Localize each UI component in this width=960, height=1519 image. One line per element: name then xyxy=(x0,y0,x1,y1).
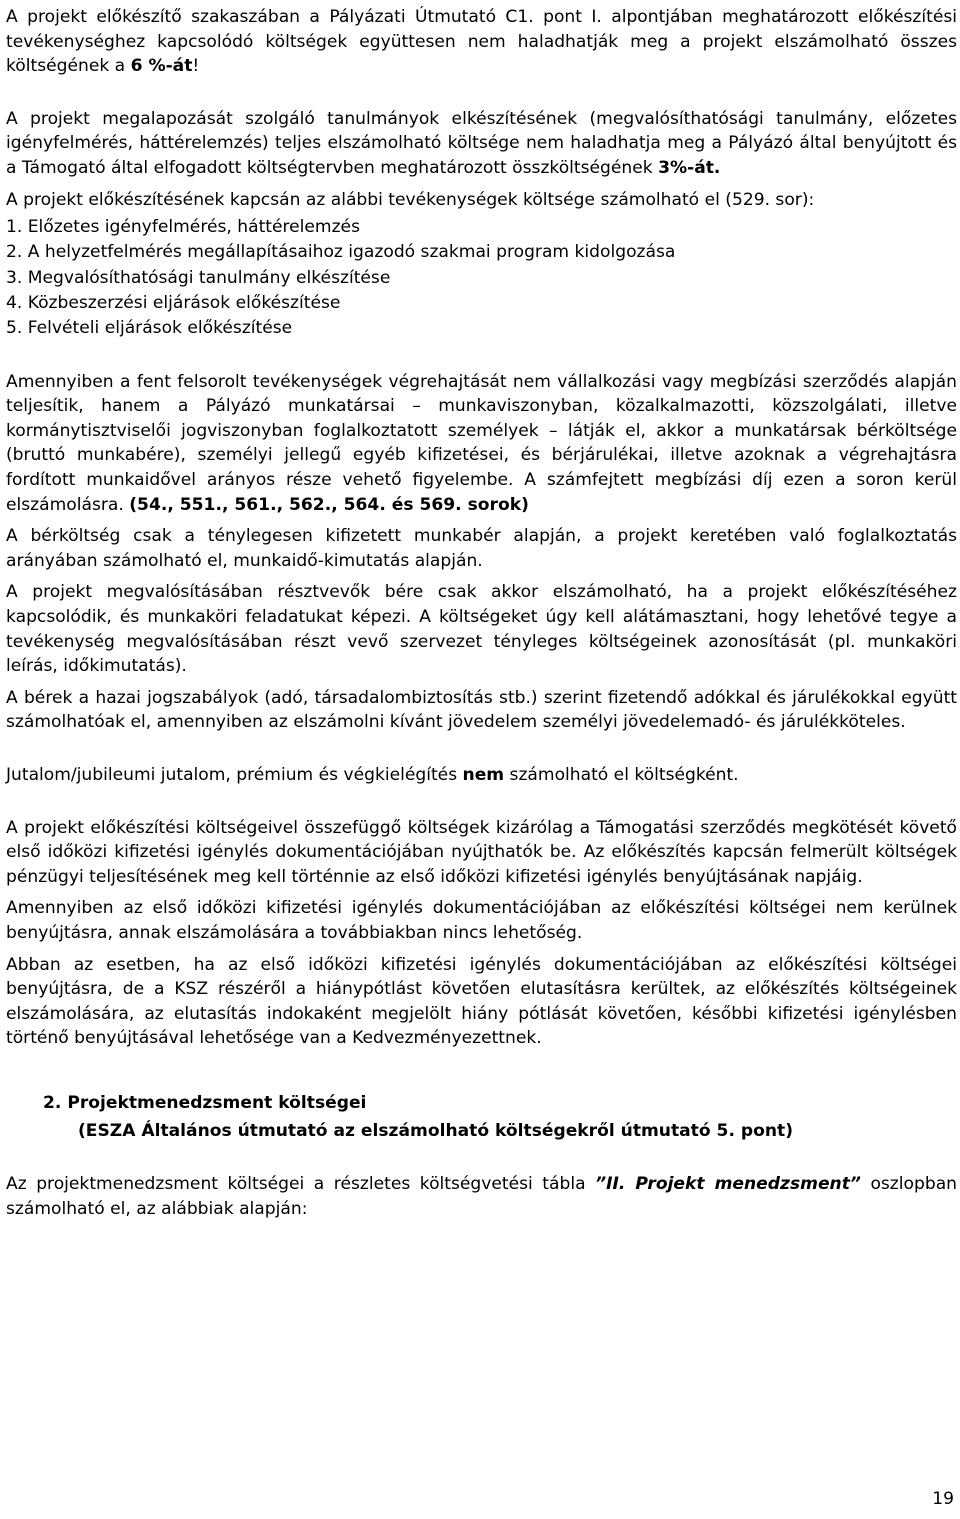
list-item: 4. Közbeszerzési eljárások előkészítése xyxy=(6,293,341,314)
list-item: 3. Megvalósíthatósági tanulmány elkészítése xyxy=(6,267,391,288)
paragraph-bonus xyxy=(6,763,957,788)
bold-text: (54., 551., 561., 562., 564. és 569. sorok) xyxy=(129,494,529,515)
paragraph-activities-intro: A projekt előkészítésének kapcsán az alábbi tevékenységek költsége számolható el (529. sor): xyxy=(6,189,815,210)
paragraph-rejection: Abban az esetben, ha az első időközi kifizetési igénylés dokumentációjában az előkészítési költségei benyújtásra, de a KSZ részéről a hiánypótlást követően elutasításra kerültek, az előkészítés költségeinek elszámolására, az elutasítás indokaként megjelölt hiány pótlását követően, későbbi kifizetési igénylésben történő benyújtásával lehetősége van a Kedvezményezettnek. xyxy=(6,954,957,1049)
bold-text: nem xyxy=(462,764,505,785)
list-item: 2. A helyzetfelmérés megállapításaihoz igazodó szakmai program kidolgozása xyxy=(6,242,676,263)
activity-list xyxy=(6,215,957,341)
paragraph-pm-costs xyxy=(6,1172,957,1221)
paragraph-first-claim: A projekt előkészítési költségeivel összefüggő költségek kizárólag a Támogatási szerződés megkötését követő első időközi kifizetési igénylés dokumentációjában nyújthatók be. Az előkészítés kapcsán felmerült költségek pénzügyi teljesítésének meg kell történnie az első időközi kifizetési igénylés benyújtásának napjáig. xyxy=(6,817,957,887)
section-heading xyxy=(6,1091,957,1144)
section-title: 2. Projektmenedzsment költségei xyxy=(43,1092,367,1113)
document-page xyxy=(6,5,957,1221)
page-number: 19 xyxy=(932,1489,954,1509)
paragraph-staff-costs xyxy=(6,370,957,518)
list-item: 5. Felvételi eljárások előkészítése xyxy=(6,318,293,339)
section-subtitle: (ESZA Általános útmutató az elszámolható költségekről útmutató 5. pont) xyxy=(78,1121,794,1142)
paragraph-no-later-claim: Amennyiben az első időközi kifizetési igénylés dokumentációjában az előkészítési költségei nem kerülnek benyújtásra, annak elszámolására a továbbiakban nincs lehetőség. xyxy=(6,898,957,943)
paragraph-taxes: A bérek a hazai jogszabályok (adó, társadalombiztosítás stb.) szerint fizetendő adókkal és járulékokkal együtt számolhatóak el, amennyiben az elszámolni kívánt jövedelem személyi jövedelemadó- és járulékköteles. xyxy=(6,687,957,733)
text-span: oszlopban számolható el, az alábbiak alapján: xyxy=(6,1174,957,1219)
text-span: Az projektmenedzsment költségei a részletes költségvetési tábla xyxy=(6,1174,596,1195)
list-item: 1. Előzetes igényfelmérés, háttérelemzés xyxy=(6,217,360,238)
text-span: A projekt előkészítő szakaszában a Pályázati Útmutató C1. pont I. alpontjában meghatározott előkészítési tevékenységhez kapcsolódó költségek együttesen nem haladhatják meg a projekt elszámolható összes költségének a xyxy=(6,7,957,77)
text-span: ! xyxy=(192,56,200,77)
text-span: A projekt megalapozását szolgáló tanulmányok elkészítésének (megvalósíthatósági tanulmány, előzetes igényfelmérés, háttérelemzés) teljes elszámolható költsége nem haladhatja meg a Pályázó által benyújtott és a Támogató által elfogadott költségtervben meghatározott összköltségének xyxy=(6,108,957,178)
text-span: Amennyiben a fent felsorolt tevékenységek végrehajtását nem vállalkozási vagy megbízási szerződés alapján teljesítik, hanem a Pályázó munkatársai – munkaviszonyban, közalkalmazotti, közszolgálati, illetve kormánytisztviselői jogviszonyban foglalkoztatott személyek – látják el, akkor a munkatársak bérköltsége (bruttó munkabére), személyi jellegű egyéb kifizetései, és bérjárulékai, illetve azoknak a végrehajtásra fordított munkaidővel arányos része vehető figyelembe. A számfejtett megbízási díj ezen a soron kerül elszámolásra. xyxy=(6,371,957,515)
bold-text: 6 %-át xyxy=(130,56,193,77)
italic-bold-text: ”II. Projekt menedzsment” xyxy=(595,1174,861,1195)
text-span: számolható el költségként. xyxy=(504,764,739,785)
paragraph-study-limit xyxy=(6,107,957,181)
paragraph-prep-limit xyxy=(6,5,957,79)
paragraph-wage-cost: A bérköltség csak a ténylegesen kifizetett munkabér alapján, a projekt keretében való foglalkoztatás arányában számolható el, munkaidő-kimutatás alapján. xyxy=(6,526,957,571)
bold-text: 3%-át. xyxy=(658,157,721,178)
text-span: Jutalom/jubileumi jutalom, prémium és végkielégítés xyxy=(6,764,463,785)
paragraph-participants-wage: A projekt megvalósításában résztvevők bére csak akkor elszámolható, ha a projekt előkészítéséhez kapcsolódik, és munkaköri feladatukat képezi. A költségeket úgy kell alátámasztani, hogy lehetővé tegye a tevékenység megvalósításában részt vevő szervezet tényleges költségeinek azonosítását (pl. munkaköri leírás, időkimutatás). xyxy=(6,582,957,677)
